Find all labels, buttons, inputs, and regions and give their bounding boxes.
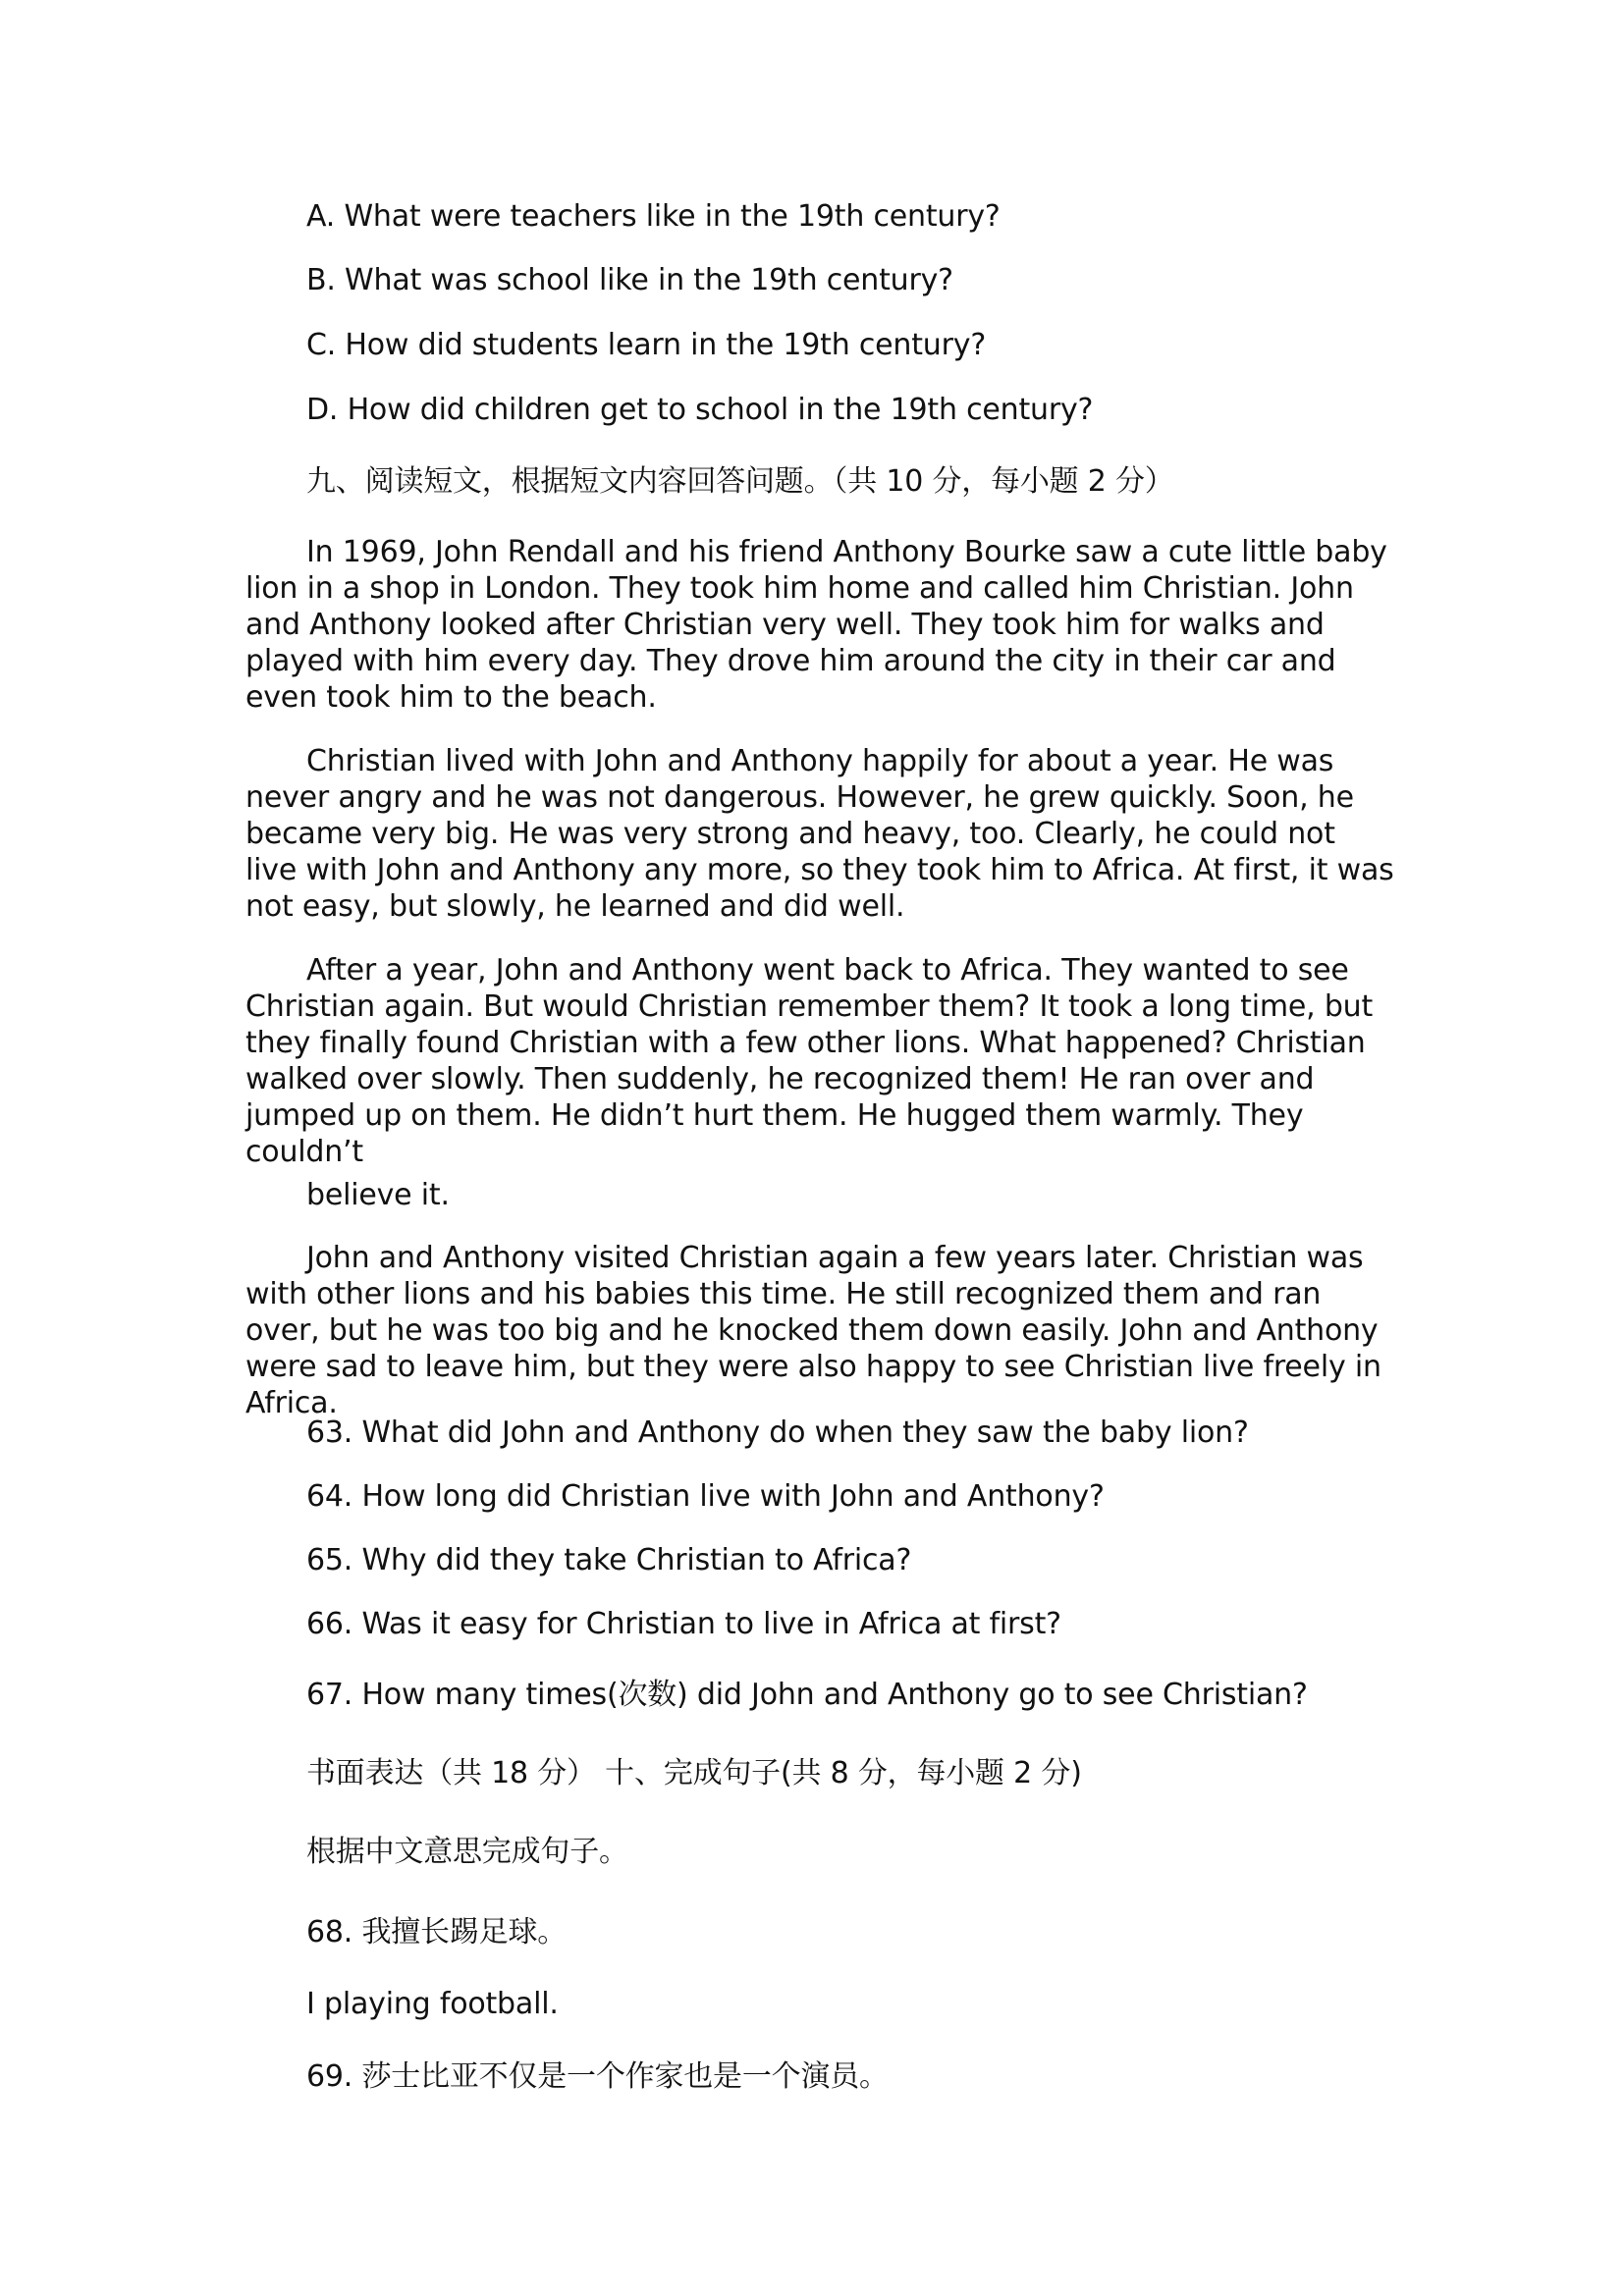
item-69: 69. 莎士比亚不仅是一个作家也是一个演员。 bbox=[306, 2059, 889, 2094]
option-c: C. How did students learn in the 19th century? bbox=[306, 328, 987, 362]
passage-paragraph: Christian lived with John and Anthony happily for about a year. He was never angry and he was not dangerous. However, he grew quickly. Soon, he became very big. He was very strong and heavy, too. Clearly, he could not live with John and Anthony any more, so they took him to Africa. At first, it was not easy, but slowly, he learned and did well. bbox=[245, 744, 1394, 924]
option-d: D. How did children get to school in the 19th century? bbox=[306, 393, 1094, 427]
section-heading: 九、阅读短文，根据短文内容回答问题。（共 10 分，每小题 2 分） bbox=[306, 464, 1174, 499]
item-68: 68. 我擅长踢足球。 bbox=[306, 1915, 568, 1949]
writing-heading: 书面表达（共 18 分） 十、完成句子(共 8 分，每小题 2 分) bbox=[306, 1756, 1082, 1790]
writing-instruction: 根据中文意思完成句子。 bbox=[306, 1835, 628, 1869]
passage-paragraph: After a year, John and Anthony went back to Africa. They wanted to see Christian again. But would Christian remember them? It took a long time, but they finally found Christian with a few other lions. What happened? Christian walked over slowly. Then suddenly, he recognized them! He ran over and jumped up on them. He didn’t hurt them. He hugged them warmly. They couldn’t bbox=[245, 953, 1374, 1169]
option-b: B. What was school like in the 19th century? bbox=[306, 263, 953, 297]
question-65: 65. Why did they take Christian to Africa? bbox=[306, 1543, 912, 1577]
item-68-answer-line: I playing football. bbox=[306, 1987, 559, 2021]
passage-paragraph: In 1969, John Rendall and his friend Anthony Bourke saw a cute little baby lion in a shop in London. They took him home and called him Christian. John and Anthony looked after Christian very well. They took him for walks and played with him every day. They drove him around the city in their car and even took him to the beach. bbox=[245, 535, 1387, 715]
passage-paragraph-continuation: believe it. bbox=[306, 1178, 450, 1212]
question-66: 66. Was it easy for Christian to live in Africa at first? bbox=[306, 1607, 1061, 1641]
question-63: 63. What did John and Anthony do when they saw the baby lion? bbox=[306, 1415, 1249, 1450]
question-64: 64. How long did Christian live with John and Anthony? bbox=[306, 1479, 1105, 1514]
passage-paragraph: John and Anthony visited Christian again a few years later. Christian was with other lions and his babies this time. He still recognized them and ran over, but he was too big and he knocked them down easily. John and Anthony were sad to leave him, but they were also happy to see Christian live freely in Africa. bbox=[245, 1241, 1381, 1420]
option-a: A. What were teachers like in the 19th century? bbox=[306, 199, 1001, 234]
question-67: 67. How many times(次数) did John and Anthony go to see Christian? bbox=[306, 1678, 1308, 1712]
